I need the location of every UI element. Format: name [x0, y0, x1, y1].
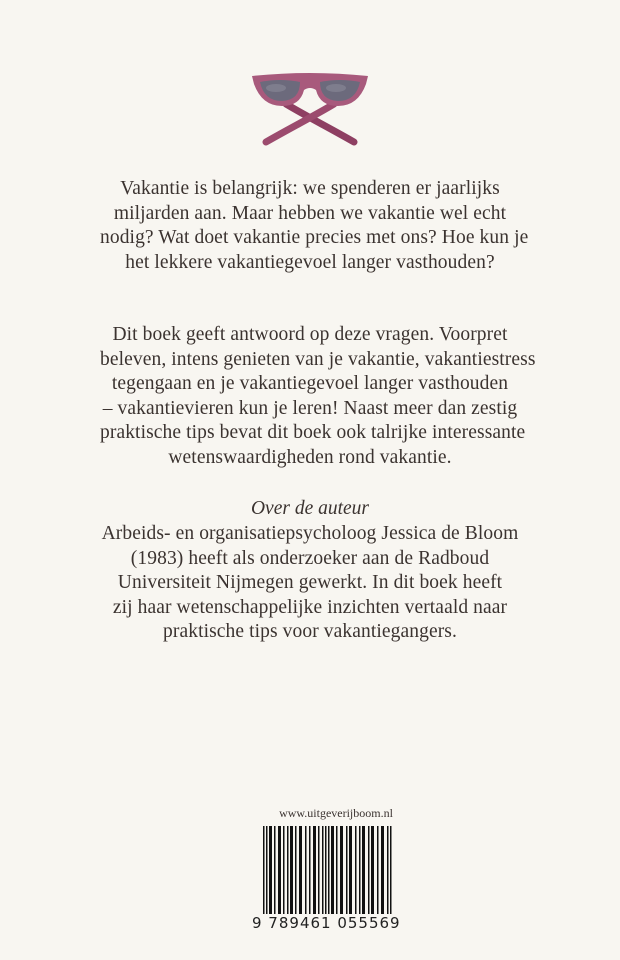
- blurb-paragraph-1: [100, 177, 529, 275]
- author-bio: [100, 522, 520, 645]
- text-line: beleven, intens genieten van je vakantie, vakantiestress: [100, 348, 536, 370]
- text-line: het lekkere vakantiegevoel langer vasthouden?: [125, 251, 495, 273]
- text-line: Universiteit Nijmegen gewerkt. In dit boek heeft: [117, 572, 503, 593]
- sunglasses-icon: [246, 68, 374, 148]
- text-line: nodig? Wat doet vakantie precies met ons? Hoe kun je: [100, 227, 529, 248]
- text-line: Arbeids- en organisatiepsycholoog Jessica de Bloom: [101, 523, 519, 544]
- text-line: wetenswaardigheden rond vakantie.: [168, 446, 452, 468]
- text-line: miljarden aan. Maar hebben we vakantie wel echt: [113, 202, 507, 224]
- publisher-website: www.uitgeverijboom.nl: [279, 806, 393, 820]
- blurb-paragraph-2: [100, 323, 536, 470]
- text-line: praktische tips voor vakantiegangers.: [163, 621, 457, 642]
- text-line: praktische tips bevat dit boek ook talrijke interessante: [100, 422, 526, 443]
- text-line: Vakantie is belangrijk: we spenderen er jaarlijks: [120, 178, 500, 199]
- text-line: tegengaan en je vakantiegevoel langer vasthouden: [111, 373, 509, 394]
- text-line: – vakantievieren kun je leren! Naast meer dan zestig: [102, 397, 518, 419]
- barcode-icon: [263, 826, 393, 922]
- text-line: Dit boek geeft antwoord op deze vragen. Voorpret: [112, 324, 508, 345]
- isbn-number: 9 789461 055569: [252, 914, 427, 932]
- text-line: zij haar wetenschappelijke inzichten vertaald naar: [112, 596, 508, 618]
- text-line: (1983) heeft als onderzoeker aan de Radboud: [130, 547, 490, 569]
- author-heading: Over de auteur: [250, 498, 370, 519]
